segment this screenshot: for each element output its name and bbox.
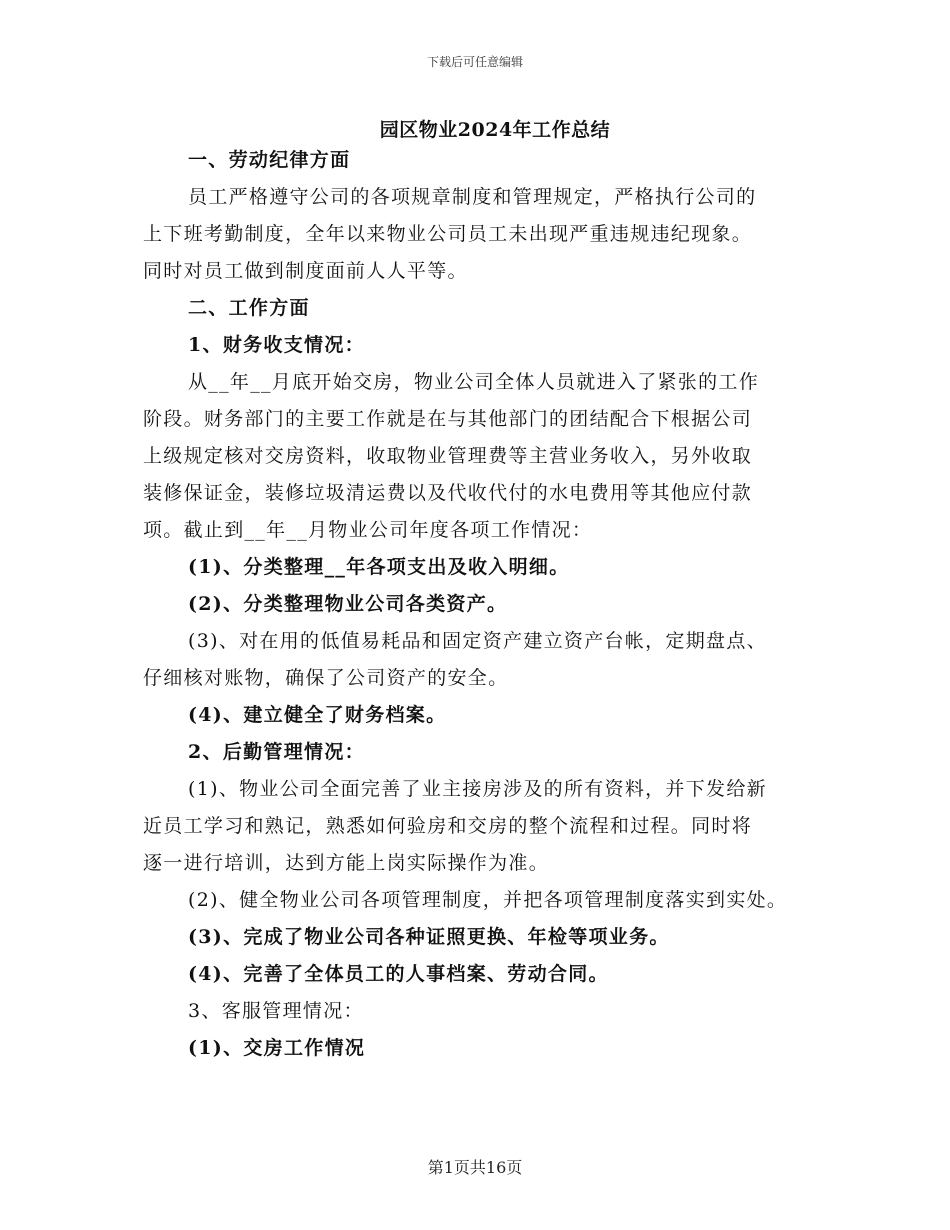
section-heading: 2、后勤管理情况： [188,741,365,763]
section-heading: (4)、建立健全了财务档案。 [188,704,447,726]
body-text-line: (2)、健全物业公司各项管理制度，并把各项管理制度落实到实处。 [188,889,788,911]
body-text-line: 从__年__月底开始交房，物业公司全体人员就进入了紧张的工作 [188,371,760,393]
body-text-line: 逐一进行培训，达到方能上岗实际操作为准。 [143,852,550,874]
section-heading: 一、劳动纪律方面 [188,149,351,171]
body-text-line: 阶段。财务部门的主要工作就是在与其他部门的团结配合下根据公司 [143,408,753,430]
document-title: 园区物业2024年工作总结 [379,119,611,141]
section-heading: (1)、交房工作情况 [188,1037,366,1059]
body-text-line: 仔细核对账物，确保了公司资产的安全。 [143,667,509,689]
section-heading: (4)、完善了全体员工的人事档案、劳动合同。 [188,963,609,985]
header-note: 下载后可任意编辑 [426,55,523,69]
body-text-line: 同时对员工做到制度面前人人平等。 [143,260,468,282]
body-text-line: (1)、物业公司全面完善了业主接房涉及的所有资料，并下发给新 [188,778,767,800]
section-heading: 1、财务收支情况： [188,334,365,356]
body-text-line: 员工严格遵守公司的各项规章制度和管理规定，严格执行公司的 [188,186,757,208]
section-heading: (3)、完成了物业公司各种证照更换、年检等项业务。 [188,926,670,948]
body-text-line: 上级规定核对交房资料，收取物业管理费等主营业务收入，另外收取 [143,445,753,467]
body-text-line: 上下班考勤制度，全年以来物业公司员工未出现严重违规违纪现象。 [143,223,753,245]
body-text-line: 近员工学习和熟记，熟悉如何验房和交房的整个流程和过程。同时将 [143,815,753,837]
document-body [143,142,823,1067]
body-text-line: 项。截止到__年__月物业公司年度各项工作情况： [143,519,593,541]
body-text-line: 3、客服管理情况： [188,1000,364,1022]
body-text-line: (3)、对在用的低值易耗品和固定资产建立资产台帐，定期盘点、 [188,630,767,652]
section-heading: (1)、分类整理__年各项支出及收入明细。 [188,556,570,578]
page-number-footer: 第1页共16页 [427,1158,523,1177]
body-text-line: 装修保证金，装修垃圾清运费以及代收代付的水电费用等其他应付款 [143,482,753,504]
section-heading: 二、工作方面 [188,297,310,319]
section-heading: (2)、分类整理物业公司各类资产。 [188,593,508,615]
